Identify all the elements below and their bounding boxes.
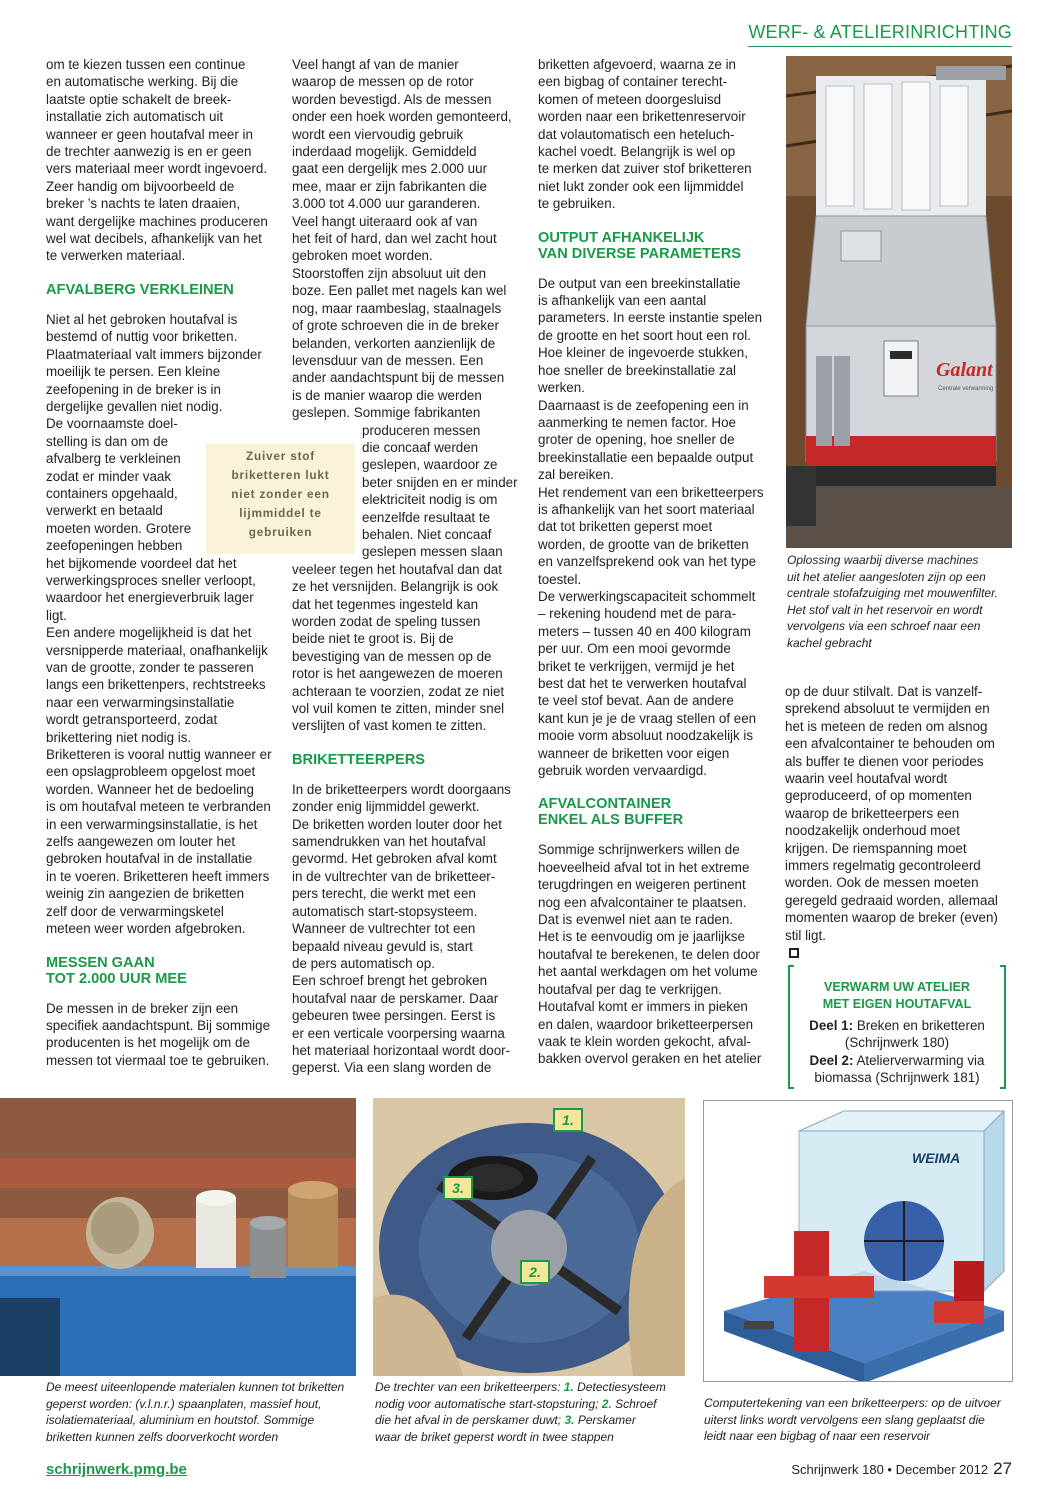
text-line: afvalberg te verkleinen (46, 451, 181, 467)
text-line: zelfs aangewezen om louter het (46, 834, 236, 850)
text-line: vervolgens via een schroef naar een (787, 619, 981, 633)
machine-brand-sub: Centrale verwarming (938, 386, 994, 392)
text-line: gebruik worden vervaardigd. (538, 763, 707, 779)
text-line: De meest uiteenlopende materialen kunnen tot briketten (46, 1380, 345, 1394)
text-line: waardoor het energieverbruik lager (46, 590, 254, 606)
paragraph (538, 56, 778, 213)
text-line: levensduur van de messen. Een (292, 352, 484, 368)
text-line: noodzakelijk onderhoud moet (785, 823, 960, 839)
text-line: waarin veel houtafval wordt (785, 771, 948, 787)
text-line: langs een brikettenpers, rechtstreeks (46, 677, 266, 693)
text-line: groter de opening, hoe sneller de (538, 432, 735, 448)
subheading: AFVALBERG VERKLEINEN (46, 281, 234, 298)
caption-render (704, 1395, 1024, 1445)
text-line: terugdringen en weigeren pertinent (538, 877, 746, 893)
text-line: De output van een breekinstallatie (538, 275, 741, 291)
caption-number: 2. (601, 1396, 612, 1411)
text-line: samendrukken van het houtafval (292, 834, 486, 850)
text-line: AFVALCONTAINER (538, 796, 672, 813)
text-line: Houtafval komt er immers in pieken (538, 999, 748, 1015)
text-line: dergelijke gevallen niet nodig. (46, 398, 223, 414)
series-info-box (788, 965, 1006, 1089)
text-line: dat tot briketten geperst moet (538, 519, 713, 535)
footer-website[interactable]: schrijnwerk.pmg.be (46, 1461, 187, 1478)
text-line: lijmmiddel te (239, 506, 322, 520)
text-line: Niet al het gebroken houtafval is (46, 311, 238, 327)
text-line: produceren messen (362, 422, 481, 438)
text-line: bakken overvol geraken en het atelier (538, 1051, 762, 1067)
series-part-2-text: Atelierverwarming via (856, 1052, 985, 1068)
text-line: gaat een dergelijk mes 2.000 uur (292, 161, 488, 177)
text-line: geperst worden: (v.l.n.r.) spaanplaten, massief hout, (46, 1396, 322, 1411)
text-line: belanden, verkorten aanzienlijk de (292, 335, 496, 351)
text-line: geslepen, waardoor ze (362, 457, 498, 473)
text-line: bevestiging van de messen op de (292, 648, 492, 664)
text-line: stelling is dan om de (46, 433, 169, 449)
text-line: krijgen. De riemspanning moet (785, 840, 967, 856)
text-line: Stoorstoffen zijn absoluut uit den (292, 265, 487, 281)
text-line: want dergelijke machines produceren (46, 213, 268, 229)
text-line: pers terecht, die werkt met een (292, 886, 476, 902)
text-line: producenten is het mogelijk om de (46, 1035, 250, 1051)
text-line: wanneer de briketten voor eigen (538, 745, 730, 761)
text-line: briketteren lukt (231, 468, 330, 482)
text-line: Het rendement van een briketteerpers (538, 484, 764, 500)
text-line: worden. Wanneer het de bedoeling (46, 781, 254, 797)
text-line: geslepen messen slaan (362, 544, 503, 560)
end-of-article-mark (789, 948, 799, 958)
text-line: Sommige schrijnwerkers willen de (538, 842, 740, 858)
text-line: breekinstallatie een bepaalde output (538, 449, 754, 465)
text-line: het feit of hard, dan wel zacht hout (292, 231, 497, 247)
text-line: worden naar een brikettenreservoir (538, 109, 746, 125)
text-line: om te kiezen tussen een continue (46, 57, 246, 72)
text-line: waarop de briketteerpers een (785, 805, 960, 821)
text-line: kachel gebracht (787, 635, 872, 650)
text-line: worden zodat de speling tussen (292, 614, 481, 629)
text-line: of grote schroeven die in de breker (292, 318, 499, 334)
text-line: vol vuil komen te zitten, minder snel (292, 701, 505, 717)
text-line: hoeveelheid afval tot in het extreme (538, 859, 750, 875)
text-line: Oplossing waarbij diverse machines (787, 553, 979, 567)
text-line: versnipperde materiaal, onafhankelijk (46, 642, 268, 658)
text-line: geperst. Via een slang worden de (292, 1060, 492, 1076)
text-line: beter snijden en er minder (362, 474, 518, 490)
text-line: meters – tussen 40 en 400 kilogram (538, 623, 751, 639)
series-part-2-label: Deel 2: (809, 1052, 854, 1068)
text-line: Het is te eenvoudig om je jaarlijkse (538, 929, 745, 945)
text-line: verwerkt en betaald (46, 503, 163, 519)
subheading (538, 230, 778, 262)
subheading (538, 796, 778, 828)
text-line: automatisch start-stopsysteem. (292, 903, 478, 919)
text-line: kant kun je je de vraag stellen of een (538, 710, 757, 726)
text-line: in te voeren. Briketteren heeft immers (46, 868, 270, 884)
text-line: in de vultrechter van de briketteer- (292, 868, 496, 884)
paragraph (292, 56, 532, 422)
text-line: containers opgehaald, (46, 485, 178, 501)
text-line: in een verwarmingsinstallatie, is het (46, 816, 258, 832)
text-line: het bijkomende voordeel dat het (46, 555, 237, 571)
text-line: houtafval te berekenen, te delen door (538, 946, 760, 962)
caption-briquettes (46, 1379, 366, 1445)
column-1 (46, 56, 286, 1069)
text-line: mee, maar er zijn fabrikanten die (292, 178, 488, 194)
text-line: briketten afgevoerd, waarna ze in (538, 57, 737, 72)
text-line: Plaatmateriaal valt immers bijzonder (46, 346, 262, 362)
caption-hopper-text: nodig voor automatische start-stopsturing; (375, 1396, 599, 1411)
text-line: immers regelmatig gecontroleerd (785, 858, 981, 874)
paragraph (292, 561, 532, 735)
text-line: zal bereiken. (538, 467, 614, 483)
text-line: is om houtafval meteen te verbranden (46, 799, 271, 815)
text-line: Dat is evenwel niet aan te raden. (538, 912, 734, 928)
footer-issue (791, 1459, 1012, 1479)
text-line: Computertekening van een briketteerpers: op de uitvoer (704, 1396, 1001, 1410)
text-line: werken. (538, 380, 585, 396)
text-line: en dalen, waardoor briketteerpersen (538, 1016, 754, 1032)
text-line: De verwerkingscapaciteit schommelt (538, 588, 756, 604)
text-line: achteraan te voorzien, zodat ze niet (292, 683, 505, 699)
subheading: BRIKETTEERPERS (292, 751, 425, 768)
series-part-1 (788, 1017, 1006, 1034)
text-line: gebroken houtafval in de installatie (46, 851, 253, 867)
text-line: sprekend absoluut te vermijden en (785, 701, 990, 717)
text-line: weinig zin aangezien de briketten (46, 886, 245, 902)
text-line: geproduceerd, of op momenten (785, 788, 972, 804)
text-line: Hoe kleiner de ingevoerde stukken, (538, 345, 748, 361)
text-line: als buffer te dienen voor periodes (785, 753, 984, 769)
text-line: naar een verwarmingsinstallatie (46, 694, 235, 710)
text-line: centrale stofafzuiging met mouwenfilter. (787, 586, 998, 600)
footer-issue-text: Schrijnwerk 180 • December 2012 (791, 1462, 989, 1477)
text-line: geslepen. Sommige fabrikanten (292, 405, 481, 421)
text-line: zodat er minder vaak (46, 468, 172, 484)
caption-hopper-text: De trechter van een briketteerpers: (375, 1380, 561, 1394)
text-line: de grootte en het soort hout een rol. (538, 327, 751, 343)
text-line: kachel voedt. Belangrijk is wel op (538, 144, 736, 160)
text-line: parameters. In eerste instantie spelen (538, 310, 763, 326)
page-number: 27 (993, 1459, 1012, 1478)
text-line: waarop de messen op de rotor (292, 74, 474, 90)
paragraph-indented (292, 422, 532, 561)
caption-hopper (375, 1379, 685, 1445)
text-line: rotor is het aangewezen de moeren (292, 666, 503, 682)
text-line: te merken dat zuiver stof briketteren (538, 161, 752, 177)
text-line: een opslagprobleem opgelost moet (46, 764, 256, 780)
text-line: gevormd. Het gebroken afval komt (292, 851, 497, 867)
text-line: Wanneer de vultrechter tot een (292, 921, 476, 937)
caption-hopper-text: waar de briket geperst wordt in twee stappen (375, 1429, 614, 1444)
text-line: brikettering niet nodig is. (46, 729, 192, 745)
text-line: bestemd of nuttig voor briketten. (46, 329, 238, 345)
text-line: In de briketteerpers wordt doorgaans (292, 781, 511, 797)
text-line: MESSEN GAAN (46, 954, 155, 971)
paragraph (46, 56, 286, 265)
text-line: mooie vorm absoluut noodzakelijk is (538, 728, 754, 744)
text-line: vaak te klein worden gekocht, afval- (538, 1033, 751, 1049)
text-line: is de manier waarop die werden (292, 387, 482, 403)
text-line: per uur. Om een mooi gevormde (538, 641, 731, 657)
text-line: best dat het te verwerken houtafval (538, 676, 747, 691)
text-line: De messen in de breker zijn een (46, 1000, 239, 1016)
text-line: een bigbag of container terecht- (538, 74, 728, 90)
text-line: verwerkingsproces sneller verloopt, (46, 572, 256, 588)
text-line: er een verticale voorpersing waarna (292, 1025, 505, 1041)
column-3 (538, 56, 778, 1068)
text-line: installatie zich automatisch uit (46, 109, 224, 125)
text-line: messen tot viermaal toe te gebruiken. (46, 1052, 270, 1068)
marker-1: 1. (553, 1108, 583, 1132)
text-line: De briketten worden louter door het (292, 816, 502, 832)
box-bracket-left (788, 965, 794, 1089)
series-part-1-text: Breken en briketteren (856, 1017, 985, 1033)
text-line: De voornaamste doel- (46, 416, 178, 432)
series-title (788, 979, 1006, 1014)
text-line: nog, maar raambeslag, staalnagels (292, 300, 502, 316)
heater-illustration (786, 56, 1012, 548)
text-line: OUTPUT AFHANKELIJK (538, 229, 705, 246)
text-line: geregeld gedraaid worden, allemaal (785, 892, 998, 908)
caption-hopper-text: Perskamer (577, 1413, 636, 1427)
text-line: zelf door de verwarmingsketel (46, 903, 224, 919)
series-part-2 (788, 1052, 1006, 1069)
text-line: worden, de grootte van de briketten (538, 536, 749, 552)
text-line: niet lukt zonder ook een lijmmiddel (538, 178, 744, 194)
text-line: Daarnaast is de zeefopening een in (538, 397, 749, 413)
text-line: veeleer tegen het houtafval dan dat (292, 561, 502, 577)
text-line: wel wat decibels, afhankelijk van het (46, 231, 262, 247)
text-line: zeefopeningen hebben (46, 538, 183, 554)
text-line: en automatische werking. Bij die (46, 74, 239, 90)
photo-briquettes (0, 1098, 356, 1376)
text-line: isolatiemateriaal, aluminium en houtstof. Sommige (46, 1413, 315, 1427)
text-line: dat volautomatisch een heteluch- (538, 126, 735, 142)
text-line: wanneer er geen houtafval meer in (46, 126, 253, 142)
text-line: zonder enig lijmmiddel gewerkt. (292, 799, 480, 815)
paragraph (785, 683, 1015, 962)
text-line: uiterst links wordt vervolgens een slang geplaatst die (704, 1412, 985, 1427)
section-tag: WERF- & ATELIERINRICHTING (748, 22, 1012, 47)
box-bracket-right (1000, 965, 1006, 1089)
column-2 (292, 56, 532, 1077)
text-line: nog een afvalcontainer te plaatsen. (538, 894, 747, 910)
text-line: ligt. (46, 607, 67, 623)
text-line: behalen. Niet concaaf (362, 526, 492, 542)
text-line: de pers automatisch op. (292, 955, 435, 971)
text-line: vers materiaal meer wordt ingevoerd. (46, 161, 268, 177)
text-line: VERWARM UW ATELIER (824, 980, 970, 994)
series-part-1-sub: (Schrijnwerk 180) (844, 1035, 950, 1051)
text-line: een afvalcontainer te behouden om (785, 736, 995, 752)
caption-hopper-text: die het afval in de perskamer duwt; (375, 1413, 562, 1427)
text-line: te verwerken materiaal. (46, 248, 186, 264)
paragraph (46, 311, 286, 938)
text-line: het materiaal horizontaal wordt door- (292, 1042, 511, 1058)
text-line: MET EIGEN HOUTAFVAL (822, 997, 972, 1012)
text-line: – rekening houdend met de para- (538, 606, 737, 622)
machine-brand-logo: Galant (936, 359, 993, 381)
text-line: dat het tegenmes ingesteld kan (292, 596, 479, 612)
text-line: gebruiken (248, 525, 313, 539)
text-line: Veel hangt uiteraard ook af van (292, 213, 478, 229)
photo-hopper (373, 1098, 685, 1376)
photo-dust-extraction-heater (786, 56, 1012, 548)
text-line: houtafval naar de perskamer. Daar (292, 990, 499, 1006)
text-line: toestel. (538, 571, 582, 587)
series-part-2-sub: biomassa (Schrijnwerk 181) (814, 1070, 980, 1086)
text-line: gebroken moet worden. (292, 248, 433, 264)
text-line: VAN DIVERSE PARAMETERS (538, 245, 741, 262)
text-line: briket te verkrijgen, vermijd je het (538, 658, 735, 674)
text-line: worden bevestigd. Als de messen (292, 91, 492, 107)
text-line: specifiek aandachtspunt. Bij sommige (46, 1017, 271, 1033)
text-line: niet zonder een (231, 487, 330, 501)
caption-hopper-text: Schroef (615, 1396, 657, 1411)
text-line: van de grootte, zonder te passeren (46, 660, 254, 675)
text-line: is afhankelijk van het soort materiaal (538, 501, 755, 517)
text-line: die concaaf werden (362, 439, 479, 455)
text-line: de trechter aanwezig is en er geen (46, 144, 252, 160)
text-line: elektriciteit nodig is om (362, 492, 498, 508)
text-line: 3.000 tot 4.000 uur garanderen. (292, 196, 481, 212)
text-line: Briketteren is vooral nuttig wanneer er (46, 747, 272, 763)
render-briquetting-press (703, 1100, 1013, 1382)
marker-3: 3. (443, 1176, 473, 1200)
text-line: wordt een viervoudig gebruik (292, 126, 464, 142)
render-logo: WEIMA (912, 1150, 961, 1166)
caption-heater-photo (787, 552, 1012, 651)
text-line: komen of meteen doorgesluisd (538, 91, 722, 107)
text-line: moeilijk te persen. Een kleine (46, 364, 221, 380)
text-line: wordt getransporteerd, zodat (46, 712, 218, 728)
text-line: Het stof valt in het reservoir en wordt (787, 602, 983, 617)
text-line: hoe sneller de breekinstallatie zal (538, 362, 737, 378)
text-line: te gebruiken. (538, 196, 616, 212)
text-line: meteen weer worden afgebroken. (46, 921, 246, 937)
text-line: eenzelfde resultaat te (362, 509, 491, 525)
text-line: boze. Een pallet met nagels kan wel (292, 283, 507, 299)
text-line: ENKEL ALS BUFFER (538, 812, 684, 829)
text-line: Een andere mogelijkheid is dat het (46, 625, 252, 641)
text-line: verslijten of vast komen te zitten. (292, 718, 487, 734)
paragraph (292, 781, 532, 1077)
caption-number: 1. (563, 1380, 574, 1394)
marker-2: 2. (520, 1260, 550, 1284)
text-line: breker ’s nachts te laten draaien, (46, 196, 241, 212)
text-line: ze het versnijden. Belangrijk is ook (292, 579, 499, 595)
text-line: stil ligt. (785, 927, 826, 943)
text-line: inderdaad mogelijk. Gemiddeld (292, 144, 477, 160)
text-line: beide niet te groot is. Bij de (292, 631, 454, 647)
text-line: laatste optie schakelt de breek- (46, 91, 232, 107)
text-line: uit het atelier aangesloten zijn op een (787, 569, 986, 584)
text-line: worden. Ook de messen moeten (785, 875, 979, 891)
text-line: gebeuren twee persingen. Eerst is (292, 1008, 496, 1024)
text-line: Veel hangt af van de manier (292, 57, 459, 72)
text-line: op de duur stilvalt. Dat is vanzelf- (785, 684, 983, 699)
caption-number: 3. (564, 1413, 575, 1427)
text-line: TOT 2.000 UUR MEE (46, 970, 187, 987)
text-line: Zuiver stof (245, 449, 316, 463)
text-line: Een schroef brengt het gebroken (292, 973, 488, 989)
text-line: zeefopening in de breker is in (46, 381, 221, 397)
caption-hopper-text: Detectiesysteem (577, 1380, 666, 1394)
text-line: briketten kunnen zelfs doorverkocht worden (46, 1429, 279, 1444)
text-line: bepaald niveau gevuld is, start (292, 938, 473, 954)
text-line: moeten worden. Grotere (46, 520, 192, 536)
text-line: Zeer handig om bijvoorbeeld de (46, 178, 235, 194)
text-line: het aantal werkdagen om het volume (538, 964, 758, 980)
text-line: houtafval per dag te verkrijgen. (538, 981, 722, 997)
text-line: het is meteen de reden om alsnog (785, 718, 988, 734)
text-line: aanmerking te nemen factor. Hoe (538, 414, 736, 430)
text-line: onder een hoek worden gemonteerd, (292, 109, 512, 125)
text-line: te veel stof bevat. Aan de andere (538, 693, 734, 709)
text-line: momenten waarop de breker (even) (785, 910, 998, 926)
paragraph (538, 275, 778, 780)
paragraph (46, 1000, 286, 1070)
text-line: ander aandachtspunt bij de messen (292, 370, 505, 386)
series-part-1-label: Deel 1: (809, 1017, 854, 1033)
text-line: leidt naar een bigbag of naar een reservoir (704, 1429, 931, 1443)
paragraph (538, 841, 778, 1067)
column-4 (785, 683, 1015, 962)
subheading (46, 955, 286, 987)
text-line: en vanzelfsprekend ook van het type (538, 554, 757, 570)
text-line: is afhankelijk van een aantal (538, 293, 707, 309)
